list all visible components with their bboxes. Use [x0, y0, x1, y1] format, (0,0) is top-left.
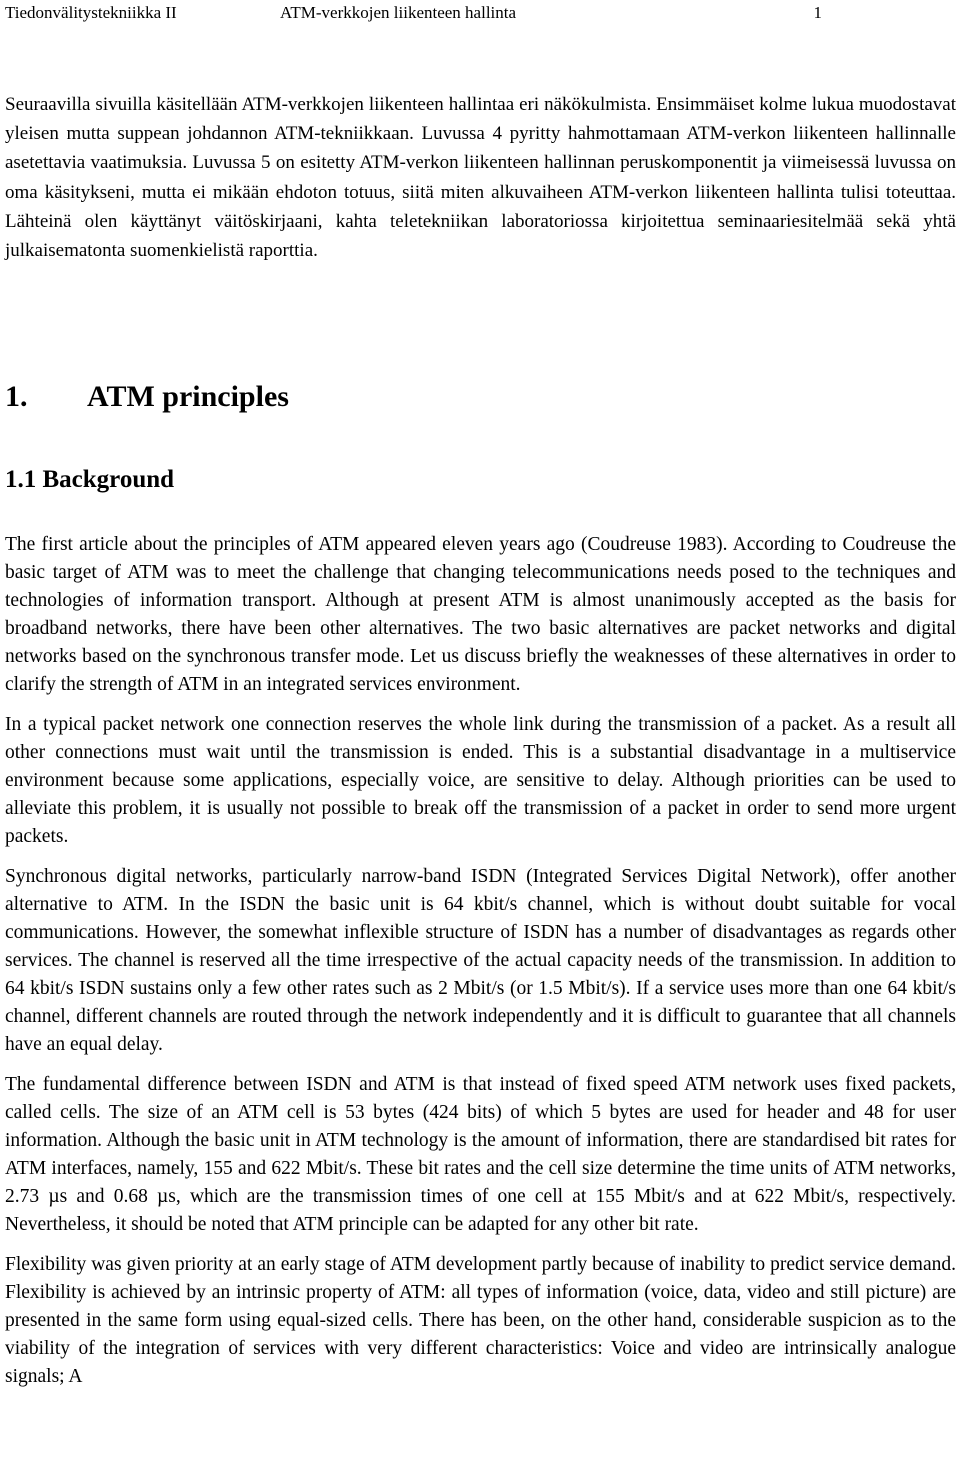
section-title: ATM principles	[87, 380, 289, 413]
header-course-title: Tiedonvälitystekniikka II	[5, 3, 177, 22]
section-heading	[5, 378, 289, 416]
body-content	[5, 531, 956, 1403]
section-number: 1.	[5, 380, 28, 413]
header-document-title: ATM-verkkojen liikenteen hallinta	[280, 3, 517, 22]
paragraph-background: The first article about the principles of ATM appeared eleven years ago (Coudreuse 1983). According to Coudreuse the basic target of ATM was to meet the challenge that changing telecommunications needs posed to the techniques and technologies of information transport. Although at present ATM is almost unanimously accepted as the basis for broadband networks, there have been other alternatives. The two basic alternatives are packet networks and digital networks based on the synchronous transfer mode. Let us discuss briefly the weaknesses of these alternatives in order to clarify the strength of ATM in an integrated services environment.	[5, 534, 956, 695]
paragraph-packet-network: In a typical packet network one connection reserves the whole link during the transmission of a packet. As a result all other connections must wait until the transmission is ended. This is a substantial disadvantage in a multiservice environment because some applications, especially voice, are sensitive to delay. Although priorities can be used to alleviate this problem, it is usually not possible to break off the transmission of a packet in order to send more urgent packets.	[5, 714, 956, 847]
header-page-number: 1	[813, 3, 822, 22]
intro-paragraph: Seuraavilla sivuilla käsitellään ATM-verkkojen liikenteen hallintaa eri näkökulmista. Ensimmäiset kolme lukua muodostavat yleisen mutta suppean johdannon ATM-tekniikkaan. Luvussa 4 pyritty hahmottamaan ATM-verkon liikenteen hallinnalle asetettavia vaatimuksia. Luvussa 5 on esitetty ATM-verkon liikenteen hallinnan peruskomponentit ja viimeisessä luvussa on oma käsitykseni, mutta ei mikään ehdoton totuus, siitä miten alkuvaiheen ATM-verkon liikenteen hallinta tulisi toteuttaa. Lähteinä olen käyttänyt väitöskirjaani, kahta teletekniikan laboratoriossa kirjoitettua seminaariesitelmää sekä yhtä julkaisematonta suomenkielistä raporttia.	[5, 94, 956, 262]
page-header	[5, 2, 955, 24]
subsection-heading: 1.1 Background	[5, 466, 175, 493]
paragraph-synchronous-digital: Synchronous digital networks, particularly narrow-band ISDN (Integrated Services Digital Network), offer another alternative to ATM. In the ISDN the basic unit is 64 kbit/s channel, which is without doubt suitable for vocal communications. However, the somewhat inflexible structure of ISDN has a number of disadvantages as regards other services. The channel is reserved all the time irrespective of the actual capacity needs of the transmission. In addition to 64 kbit/s ISDN sustains only a few other rates such as 2 Mbit/s (or 1.5 Mbit/s). If a service uses more than one 64 kbit/s channel, different channels are routed through the network independently and it is difficult to guarantee that all channels have an equal delay.	[5, 866, 956, 1055]
paragraph-flexibility: Flexibility was given priority at an early stage of ATM development partly because of inability to predict service demand. Flexibility is achieved by an intrinsic property of ATM: all types of information (voice, data, video and still picture) are presented in the same form using equal-sized cells. There has been, on the other hand, considerable suspicion as to the viability of the integration of services with very different characteristics: Voice and video are intrinsically analogue signals; A	[5, 1254, 956, 1387]
paragraph-isdn-vs-atm: The fundamental difference between ISDN and ATM is that instead of fixed speed ATM network uses fixed packets, called cells. The size of an ATM cell is 53 bytes (424 bits) of which 5 bytes are used for header and 48 for user information. Although the basic unit in ATM technology is the amount of information, there are standardised bit rates for ATM interfaces, namely, 155 and 622 Mbit/s. These bit rates and the cell size determine the time units of ATM networks, 2.73 µs and 0.68 µs, which are the transmission times of one cell at 155 Mbit/s and at 622 Mbit/s, respectively. Nevertheless, it should be noted that ATM principle can be adapted for any other bit rate.	[5, 1074, 956, 1235]
